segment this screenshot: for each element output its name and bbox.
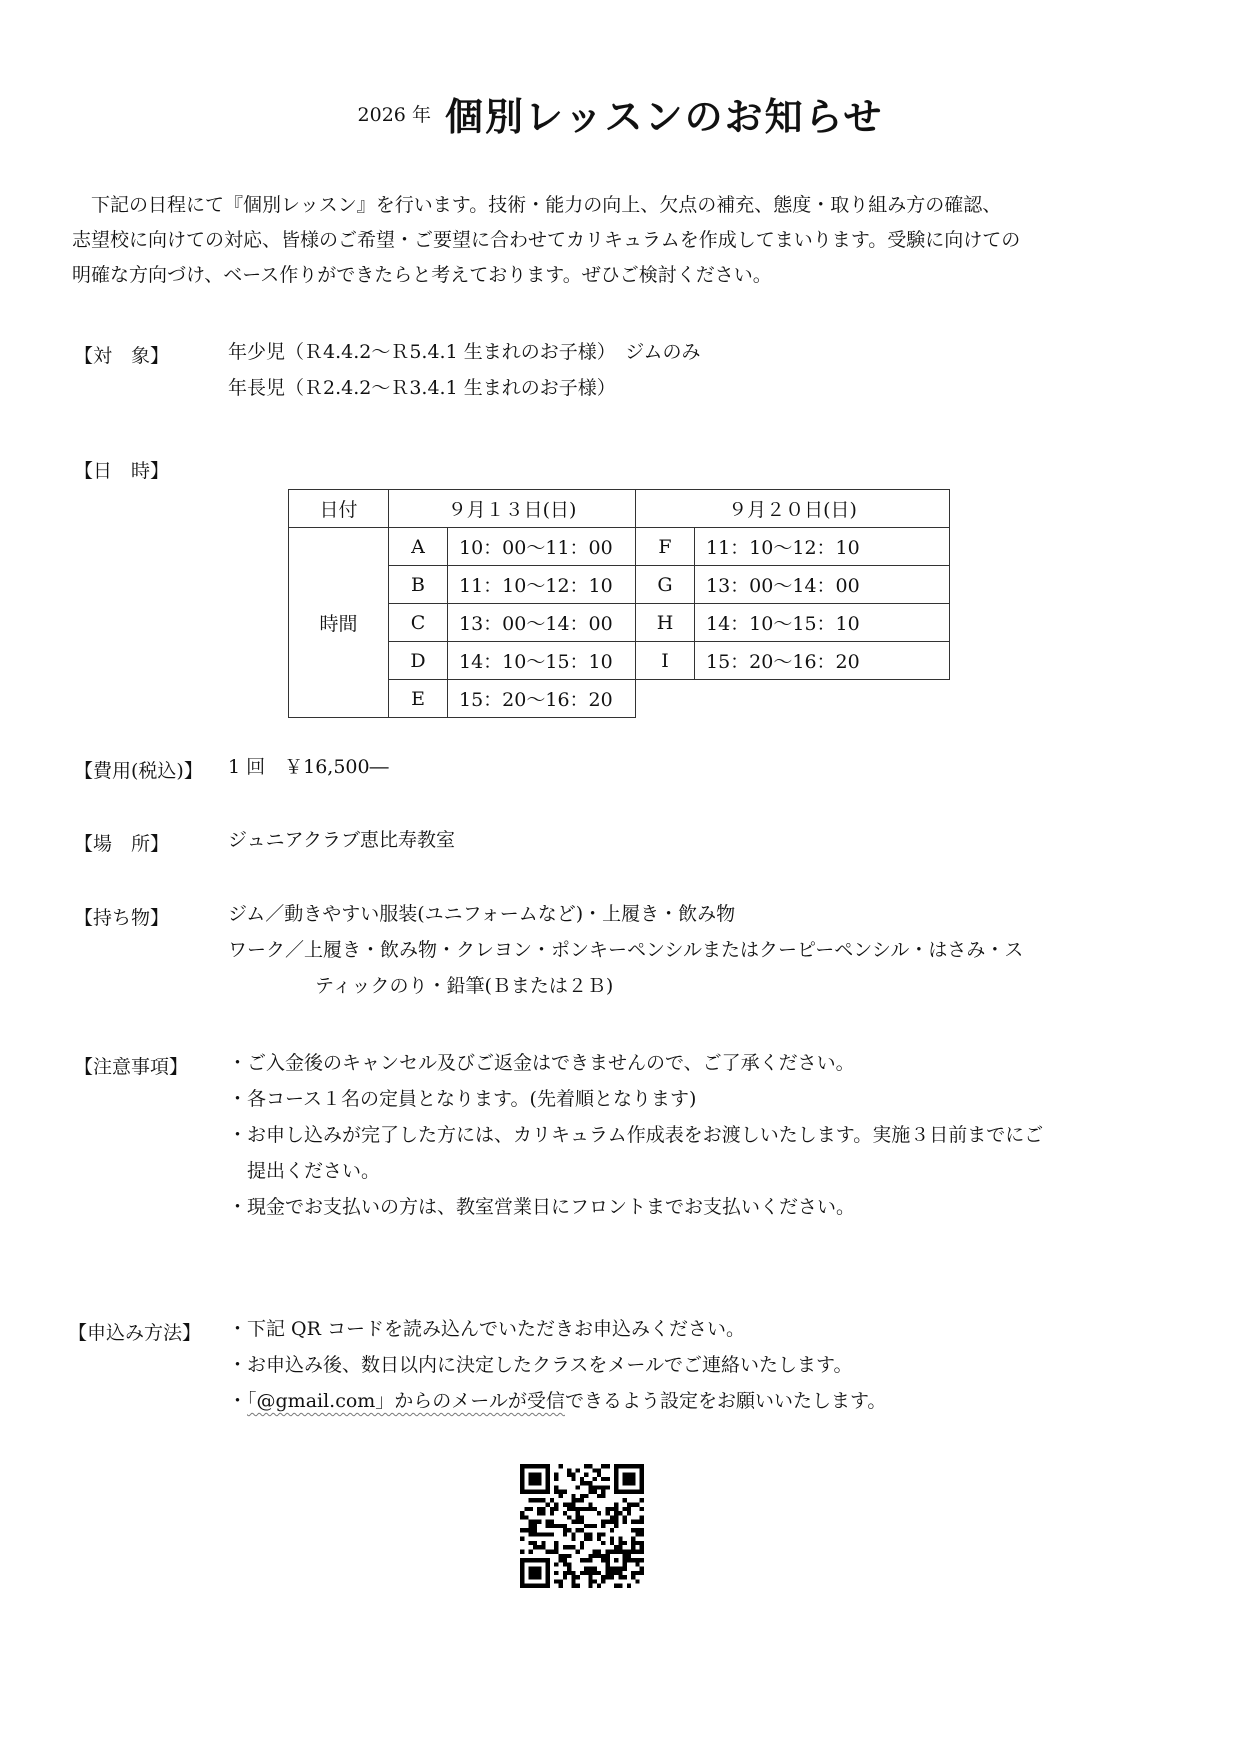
slot-time: 15：20～16：20 xyxy=(448,680,636,718)
slot-time: 13：00～14：00 xyxy=(448,604,636,642)
slot-code: G xyxy=(636,566,695,604)
slot-code: D xyxy=(389,642,448,680)
slot-time: 11：10～12：10 xyxy=(448,566,636,604)
place-value: ジュニアクラブ恵比寿教室 xyxy=(228,829,456,851)
items-line: ジム／動きやすい服装(ユニフォームなど)・上履き・飲み物 xyxy=(228,903,736,925)
slot-time: 15：20～16：20 xyxy=(695,642,950,680)
slot-code: I xyxy=(636,642,695,680)
slot-time: 14：10～15：10 xyxy=(695,604,950,642)
notes-item: ・お申し込みが完了した方には、カリキュラム作成表をお渡しいたします。実施３日前までにご xyxy=(228,1124,1044,1146)
slot-code: C xyxy=(389,604,448,642)
slot-time: 10：00～11：00 xyxy=(448,528,636,566)
notes-item: 提出ください。 xyxy=(247,1160,381,1182)
title-year: 2026 年 xyxy=(357,104,431,126)
fee-label: 【費用(税込)】 xyxy=(74,760,203,782)
empty-cell xyxy=(636,680,950,718)
target-label: 【対 象】 xyxy=(74,345,170,367)
apply-bullet: ・ xyxy=(228,1390,248,1412)
items-line: ティックのり・鉛筆(Ｂまたは２Ｂ) xyxy=(315,975,614,997)
apply-item: ・下記 QR コードを読み込んでいただきお申込みください。 xyxy=(228,1318,745,1340)
slot-time: 11：10～12：10 xyxy=(695,528,950,566)
notes-item: ・各コース１名の定員となります。(先着順となります) xyxy=(228,1088,697,1110)
items-value xyxy=(228,896,1023,1004)
place-label: 【場 所】 xyxy=(74,833,170,855)
fee-value: 1 回 ￥16,500― xyxy=(228,756,389,778)
items-label: 【持ち物】 xyxy=(74,907,170,929)
slot-code: E xyxy=(389,680,448,718)
slot-time: 14：10～15：10 xyxy=(448,642,636,680)
slot-code: F xyxy=(636,528,695,566)
slot-code: H xyxy=(636,604,695,642)
intro-paragraph xyxy=(72,188,1182,293)
notes-label: 【注意事項】 xyxy=(74,1056,189,1078)
schedule-label: 【日 時】 xyxy=(74,460,170,482)
target-line: 年少児（Ｒ4.4.2～Ｒ5.4.1 生まれのお子様） ジムのみ xyxy=(228,341,701,363)
page-title xyxy=(0,86,1241,141)
schedule-table xyxy=(288,489,950,718)
header-day2: ９月２０日(日) xyxy=(636,490,950,528)
apply-label: 【申込み方法】 xyxy=(68,1322,202,1344)
header-day1: ９月１３日(日) xyxy=(389,490,636,528)
notes-item: ・ご入金後のキャンセル及びご返金はできませんので、ご了承ください。 xyxy=(228,1052,855,1074)
qr-code-icon[interactable] xyxy=(520,1464,644,1588)
apply-suffix: できるよう設定をお願いいたします。 xyxy=(564,1390,887,1412)
notes-item: ・現金でお支払いの方は、教室営業日にフロントまでお支払いください。 xyxy=(228,1196,856,1218)
slot-code: B xyxy=(389,566,448,604)
title-main: 個別レッスンのお知らせ xyxy=(444,94,884,139)
apply-item: ・お申込み後、数日以内に決定したクラスをメールでご連絡いたします。 xyxy=(228,1354,853,1376)
intro-line: 志望校に向けての対応、皆様のご希望・ご要望に合わせてカリキュラムを作成してまいります。受験に向けての xyxy=(72,229,1021,251)
time-label: 時間 xyxy=(289,528,389,718)
apply-list xyxy=(228,1311,886,1419)
items-line: ワーク／上履き・飲み物・クレヨン・ポンキーペンシルまたはクーピーペンシル・はさみ・ス xyxy=(228,939,1024,961)
target-line: 年長児（Ｒ2.4.2～Ｒ3.4.1 生まれのお子様） xyxy=(228,377,616,399)
target-value xyxy=(228,334,700,406)
slot-time: 13：00～14：00 xyxy=(695,566,950,604)
slot-code: A xyxy=(389,528,448,566)
apply-item xyxy=(228,1383,886,1419)
intro-line: 下記の日程にて『個別レッスン』を行います。技術・能力の向上、欠点の補充、態度・取り組み方の確認、 xyxy=(72,194,1002,216)
intro-line: 明確な方向づけ、ベース作りができたらと考えております。ぜひご検討ください。 xyxy=(72,264,772,286)
notes-list xyxy=(228,1045,1043,1225)
email-domain-note: 「@gmail.com」からのメールが受信 xyxy=(247,1390,565,1412)
header-date: 日付 xyxy=(289,490,389,528)
